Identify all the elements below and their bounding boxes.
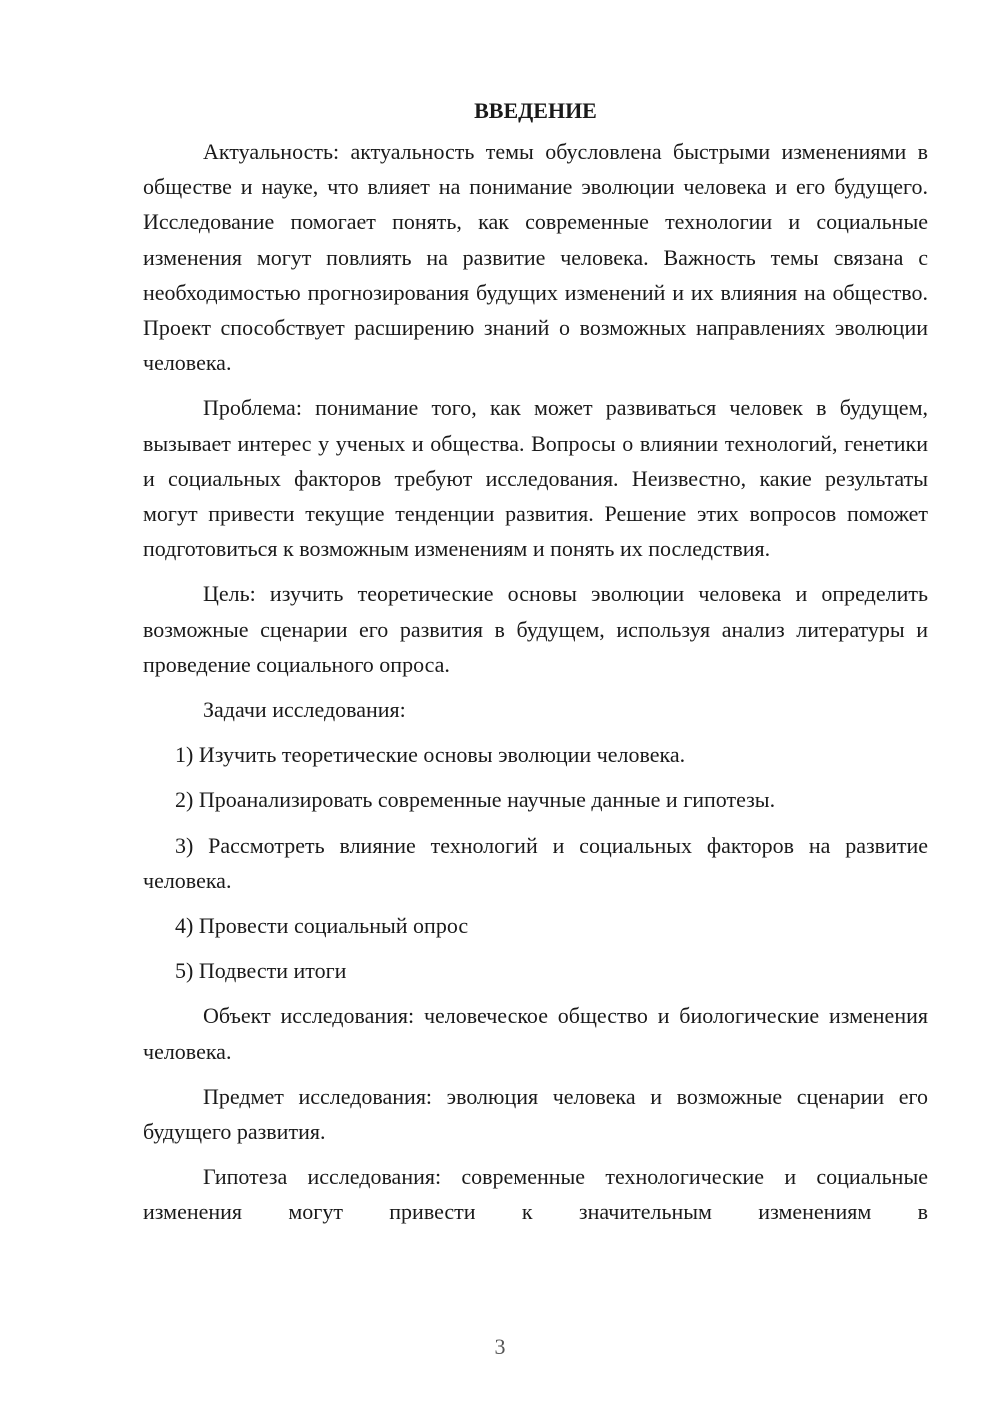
hypothesis-paragraph: Гипотеза исследования: современные технологические и социальные изменения могут привести к значительным изменениям в <box>143 1164 928 1225</box>
page-content <box>143 98 928 1240</box>
goal-paragraph: Цель: изучить теоретические основы эволюции человека и определить возможные сценарии его развития в будущем, используя анализ литературы и проведение социального опроса. <box>143 581 928 677</box>
page-number: 3 <box>494 1334 506 1359</box>
research-object-paragraph: Объект исследования: человеческое общество и биологические изменения человека. <box>143 1003 928 1064</box>
task-item: 1) Изучить теоретические основы эволюции человека. <box>175 742 686 768</box>
problem-paragraph: Проблема: понимание того, как может развиваться человек в будущем, вызывает интерес у ученых и общества. Вопросы о влиянии технологий, генетики и социальных факторов требуют исследования. Неизвестно, какие результаты могут привести текущие тенденции развития. Решение этих вопросов поможет подготовиться к возможным изменениям и понять их последствия. <box>143 395 928 562</box>
task-item: 3) Рассмотреть влияние технологий и социальных факторов на развитие человека. <box>143 832 928 893</box>
task-item: 2) Проанализировать современные научные данные и гипотезы. <box>175 787 776 813</box>
task-item: 4) Провести социальный опрос <box>175 913 469 939</box>
tasks-heading: Задачи исследования: <box>203 697 406 723</box>
section-title: ВВЕДЕНИЕ <box>474 98 597 123</box>
relevance-paragraph: Актуальность: актуальность темы обусловлена быстрыми изменениями в обществе и науке, что влияет на понимание эволюции человека и его будущего. Исследование помогает понять, как современные технологии и социальные изменения могут повлиять на развитие человека. Важность темы связана с необходимостью прогнозирования будущих изменений и их влияния на общество. Проект способствует расширению знаний о возможных направлениях эволюции человека. <box>143 139 928 376</box>
research-subject-paragraph: Предмет исследования: эволюция человека и возможные сценарии его будущего развития. <box>143 1083 928 1145</box>
task-item: 5) Подвести итоги <box>175 958 347 984</box>
